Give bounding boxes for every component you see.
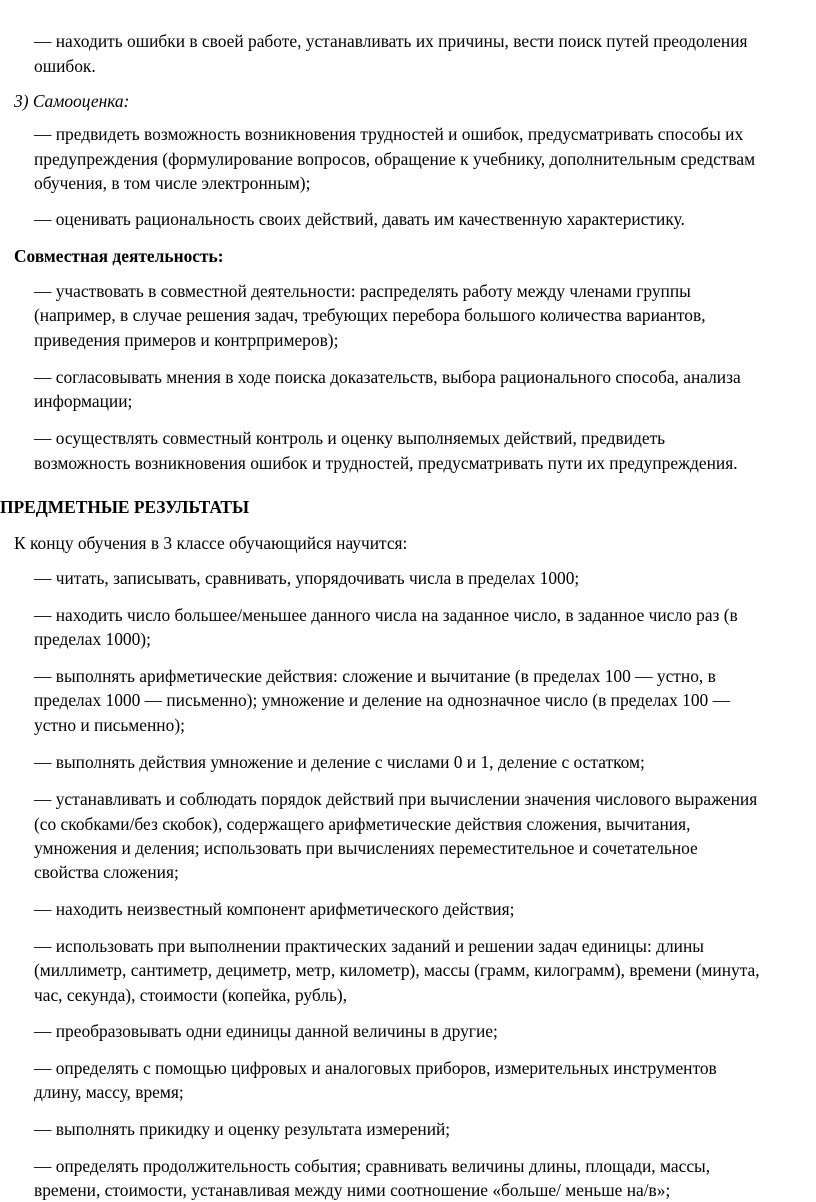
list-item-line: час, секунда), стоимости (копейка, рубль), — [34, 985, 348, 1005]
list-item-line: — находить ошибки в своей работе, устанавливать их причины, вести поиск путей преодоления — [34, 31, 748, 51]
list-item-line: (со скобками/без скобок), содержащего арифметические действия сложения, вычитания, — [34, 814, 691, 834]
list-item-line: — осуществлять совместный контроль и оценку выполняемых действий, предвидеть — [34, 428, 666, 448]
list-item-line: умножения и деления; использовать при вычислениях переместительное и сочетательное — [34, 838, 698, 858]
list-item-line: — использовать при выполнении практических заданий и решении задач единицы: длины — [34, 936, 704, 956]
list-item-line: пределах 1000); — [34, 629, 151, 649]
list-item-line: — предвидеть возможность возникновения трудностей и ошибок, предусматривать способы их — [34, 124, 744, 144]
list-item-line: — находить число большее/меньшее данного числа на заданное число, в заданное число раз (в — [34, 605, 738, 625]
list-item-line: — согласовывать мнения в ходе поиска доказательств, выбора рационального способа, анализа — [34, 367, 741, 387]
section-heading: ПРЕДМЕТНЫЕ РЕЗУЛЬТАТЫ — [0, 497, 250, 517]
list-item-line: ошибок. — [34, 56, 96, 76]
list-item-line: приведения примеров и контрпримеров); — [34, 330, 339, 350]
list-item-line: устно и письменно); — [34, 715, 185, 735]
list-item-line: — читать, записывать, сравнивать, упорядочивать числа в пределах 1000; — [34, 568, 580, 588]
list-item-line: — устанавливать и соблюдать порядок действий при вычислении значения числового выражения — [34, 789, 758, 809]
list-item-line: свойства сложения; — [34, 862, 179, 882]
list-item-line: предупреждения (формулирование вопросов, обращение к учебнику, дополнительным средствам — [34, 149, 756, 169]
list-item-line: возможность возникновения ошибок и трудностей, предусматривать пути их предупреждения. — [34, 453, 738, 473]
list-item-line: обучения, в том числе электронным); — [34, 173, 311, 193]
list-item-line: информации; — [34, 391, 133, 411]
list-item-line: — оценивать рациональность своих действий, давать им качественную характеристику. — [34, 209, 685, 229]
list-item-line: — выполнять действия умножение и деление с числами 0 и 1, деление с остатком; — [34, 752, 645, 772]
list-item-line: — определять продолжительность события; сравнивать величины длины, площади, массы, — [34, 1156, 711, 1176]
list-item-line: (например, в случае решения задач, требующих перебора большого количества вариантов, — [34, 305, 706, 325]
list-item-line: — участвовать в совместной деятельности: распределять работу между членами группы — [34, 281, 691, 301]
section-intro: К концу обучения в 3 классе обучающийся научится: — [14, 533, 408, 553]
list-item-line: — выполнять прикидку и оценку результата измерений; — [34, 1119, 451, 1139]
list-item-line: времени, стоимости, устанавливая между ними соотношение «больше/ меньше на/в»; — [34, 1180, 671, 1200]
subsection-heading: 3) Самооценка: — [14, 91, 130, 111]
list-item-line: пределах 1000 — письменно); умножение и деление на однозначное число (в пределах 100 — — [34, 690, 730, 710]
list-item-line: — выполнять арифметические действия: сложение и вычитание (в пределах 100 — устно, в — [34, 666, 716, 686]
list-item-line: длину, массу, время; — [34, 1082, 184, 1102]
list-item-line: — преобразовывать одни единицы данной величины в другие; — [34, 1021, 498, 1041]
subsection-heading: Совместная деятельность: — [14, 246, 224, 266]
list-item-line: — определять с помощью цифровых и аналоговых приборов, измерительных инструментов — [34, 1058, 717, 1078]
list-item-line: (миллиметр, сантиметр, дециметр, метр, километр), массы (грамм, килограмм), времени (минута, — [34, 960, 760, 980]
list-item-line: — находить неизвестный компонент арифметического действия; — [34, 899, 515, 919]
